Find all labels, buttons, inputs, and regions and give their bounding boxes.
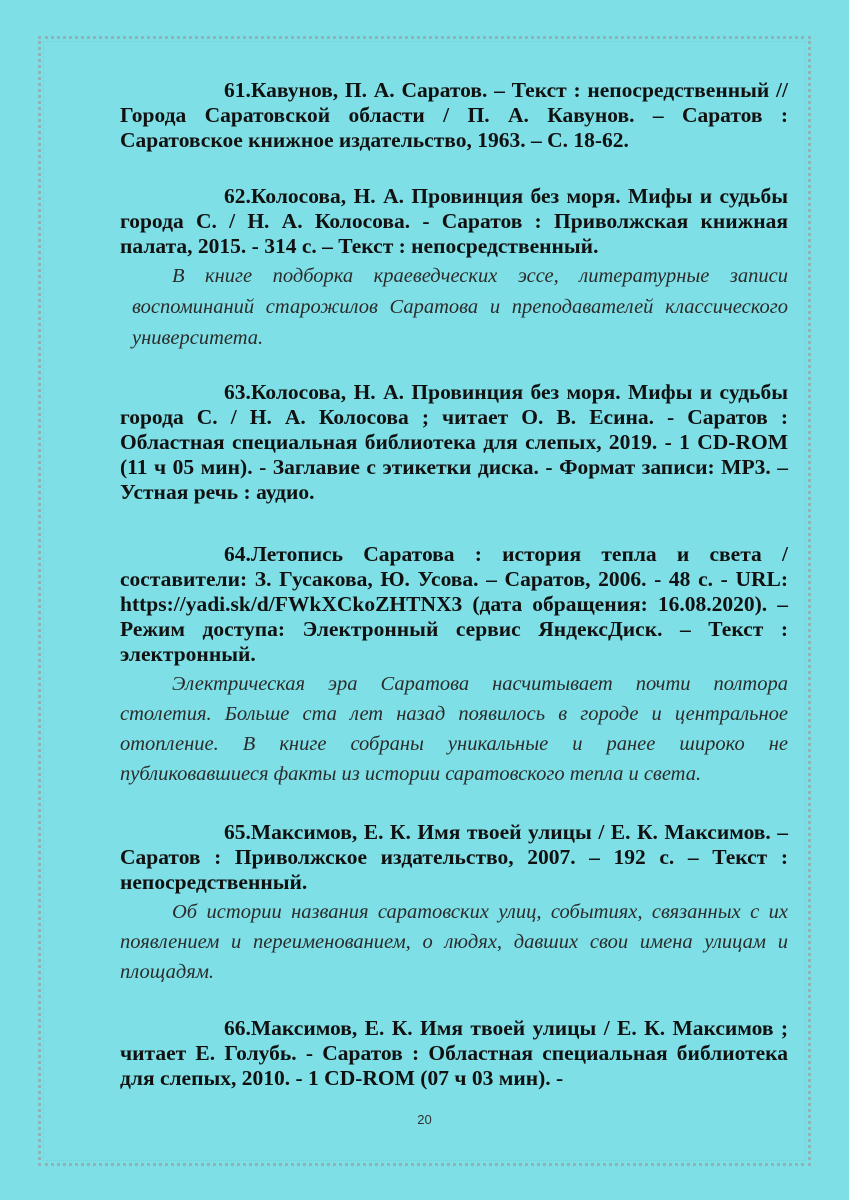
entry-citation-text: Максимов, Е. К. Имя твоей улицы / Е. К. Максимов ; читает Е. Голубь. - Саратов : Областная специальная библиотека для слепых, 2010. - 1 CD-ROM (07 ч 03 мин). - (120, 1016, 788, 1090)
entry-number: 64. (224, 542, 251, 566)
entry-number: 65. (224, 820, 251, 844)
entry-citation (120, 820, 788, 895)
bibliography-entry-62 (120, 184, 788, 354)
entry-citation (120, 380, 788, 505)
entry-citation (120, 78, 788, 153)
bibliography-entry-64 (120, 542, 788, 789)
entry-number: 61. (224, 78, 251, 102)
entry-number: 66. (224, 1016, 251, 1040)
entry-annotation: В книге подборка краеведческих эссе, литературные записи воспоминаний старожилов Саратова и преподавателей классического университета. (132, 265, 788, 349)
bibliography-entry-66 (120, 1016, 788, 1091)
entry-number: 63. (224, 380, 251, 404)
entry-citation (120, 1016, 788, 1091)
entry-citation-text: Максимов, Е. К. Имя твоей улицы / Е. К. Максимов. – Саратов : Приволжское издательство, 2007. – 192 с. – Текст : непосредственный. (120, 820, 788, 894)
entry-citation (120, 184, 788, 259)
entry-citation (120, 542, 788, 667)
entry-annotation: Электрическая эра Саратова насчитывает почти полтора столетия. Больше ста лет назад появилось в городе и центральное отопление. В книге собраны уникальные и ранее широко не публиковавшиеся факты из истории саратовского тепла и света. (120, 673, 788, 785)
page-number: 20 (417, 1112, 432, 1127)
entry-citation-text: Колосова, Н. А. Провинция без моря. Мифы и судьбы города С. / Н. А. Колосова ; читает О. В. Есина. - Саратов : Областная специальная библиотека для слепых, 2019. - 1 CD-ROM (11 ч 05 мин). - Заглавие с этикетки диска. - Формат записи: MP3. –Устная речь : аудио. (120, 380, 788, 504)
bibliography-entry-61 (120, 78, 788, 153)
bibliography-entry-63 (120, 380, 788, 505)
entry-citation-text: Летопись Саратова : история тепла и света / составители: З. Гусакова, Ю. Усова. – Саратов, 2006. - 48 с. - URL: https://yadi.sk/d/FWkXCkoZHTNX3 (дата обращения: 16.08.2020). – Режим доступа: Электронный сервис ЯндексДиск. – Текст : электронный. (120, 542, 788, 666)
entry-annotation: Об истории названия саратовских улиц, событиях, связанных с их появлением и переименованием, о людях, давших свои имена улицам и площадям. (120, 901, 788, 983)
entry-citation-text: Кавунов, П. А. Саратов. – Текст : непосредственный // Города Саратовской области / П. А. Кавунов. – Саратов : Саратовское книжное издательство, 1963. – С. 18-62. (120, 78, 788, 152)
entry-number: 62. (224, 184, 251, 208)
entry-citation-text: Колосова, Н. А. Провинция без моря. Мифы и судьбы города С. / Н. А. Колосова. - Саратов : Приволжская книжная палата, 2015. - 314 с. – Текст : непосредственный. (120, 184, 788, 258)
bibliography-entry-65 (120, 820, 788, 987)
